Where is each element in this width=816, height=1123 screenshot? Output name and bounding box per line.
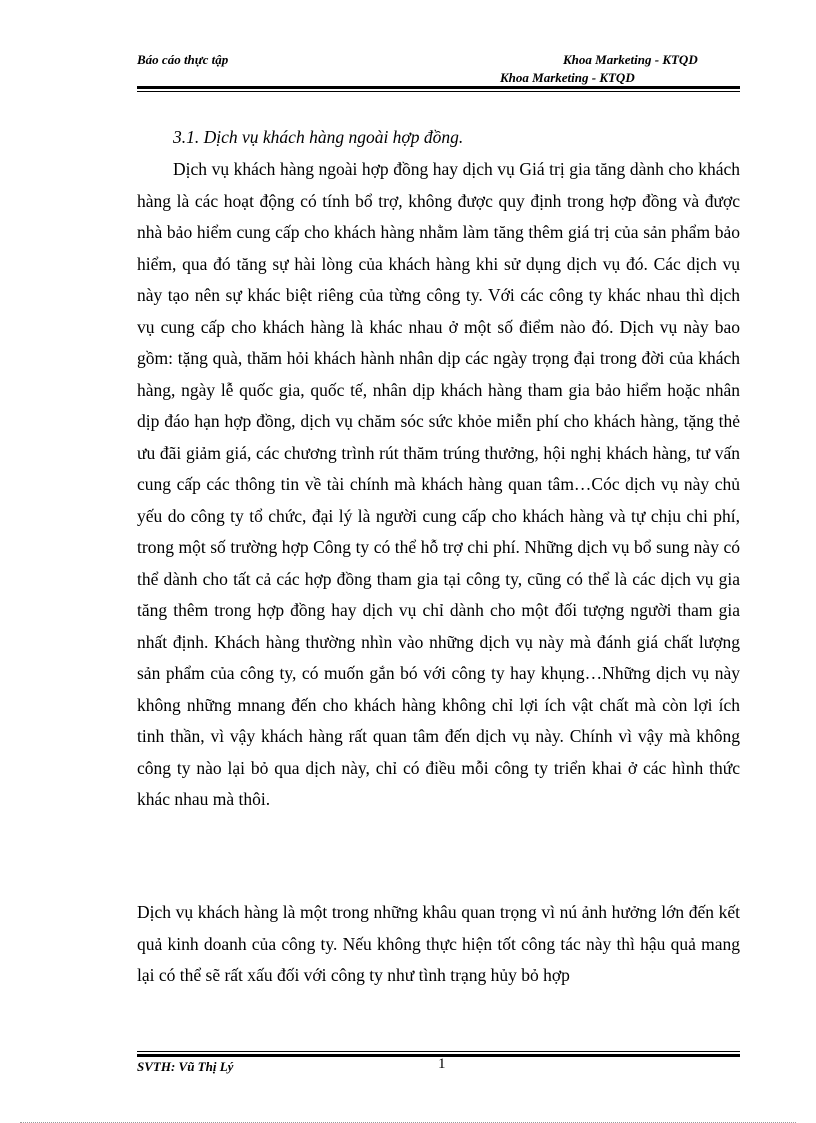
body-paragraph-2: Dịch vụ khách hàng là một trong những khâu quan trọng vì nú ảnh hưởng lớn đến kết quả kinh doanh của công ty. Nếu không thực hiện tốt công tác này thì hậu quả mang lại có thể sẽ rất xấu đối với công ty như tình trạng hủy bỏ hợp: [137, 902, 740, 985]
footer-author: SVTH: Vũ Thị Lý: [137, 1059, 234, 1074]
page-number: 1: [438, 1056, 446, 1072]
header-faculty-repeat: Khoa Marketing - KTQD: [500, 70, 635, 85]
header-rule-thin: [137, 91, 740, 92]
body-paragraph-1: Dịch vụ khách hàng ngoài hợp đồng hay dịch vụ Giá trị gia tăng dành cho khách hàng là các hoạt động có tính bổ trợ, không được quy định trong hợp đồng và được nhà bảo hiểm cung cấp cho khách hàng nhằm làm tăng thêm giá trị của sản phẩm bảo hiểm, qua đó tăng sự hài lòng của khách hàng khi sử dụng dịch vụ đó. Các dịch vụ này tạo nên sự khác biệt riêng của từng công ty. Với các công ty khác nhau thì dịch vụ cung cấp cho khách hàng là khác nhau ở một số điểm nào đó. Dịch vụ này bao gồm: tặng quà, thăm hỏi khách hành nhân dịp các ngày trọng đại trong đời của khách hàng, ngày lễ quốc gia, quốc tế, nhân dịp khách hàng tham gia bảo hiểm hoặc nhân dịp đáo hạn hợp đồng, dịch vụ chăm sóc sức khỏe miễn phí cho khách hàng, tặng thẻ ưu đãi giảm giá, các chương trình rút thăm trúng thưởng, hội nghị khách hàng, tư vấn cung cấp các thông tin về tài chính mà khách hàng quan tâm…Cóc dịch vụ này chủ yếu do công ty tổ chức, đại lý là người cung cấp cho khách hàng và tự chịu chi phí, trong một số trường hợp Công ty có thể hỗ trợ chi phí. Những dịch vụ bổ sung này có thể dành cho tất cả các hợp đồng tham gia tại công ty, cũng có thể là các dịch vụ gia tăng thêm trong hợp đồng hay dịch vụ chỉ dành cho một đối tượng người tham gia nhất định. Khách hàng thường nhìn vào những dịch vụ này mà đánh giá chất lượng sản phẩm của công ty, có muốn gắn bó với công ty hay khụng…Những dịch vụ này không những mnang đến cho khách hàng không chỉ lợi ích vật chất mà còn lợi ích tinh thần, vì vậy khách hàng rất quan tâm đến dịch vụ này. Chính vì vậy mà không công ty nào lại bỏ qua dịch này, chỉ có điều mỗi công ty triển khai ở các hình thức khác nhau mà thôi.: [137, 159, 740, 809]
header-report-title: Báo cáo thực tập: [137, 52, 229, 67]
header-faculty: Khoa Marketing - KTQD: [563, 52, 698, 67]
section-title: 3.1. Dịch vụ khách hàng ngoài hợp đồng.: [173, 127, 464, 147]
footer-rule-thin: [137, 1051, 740, 1052]
header-rule-thick: [137, 86, 740, 89]
